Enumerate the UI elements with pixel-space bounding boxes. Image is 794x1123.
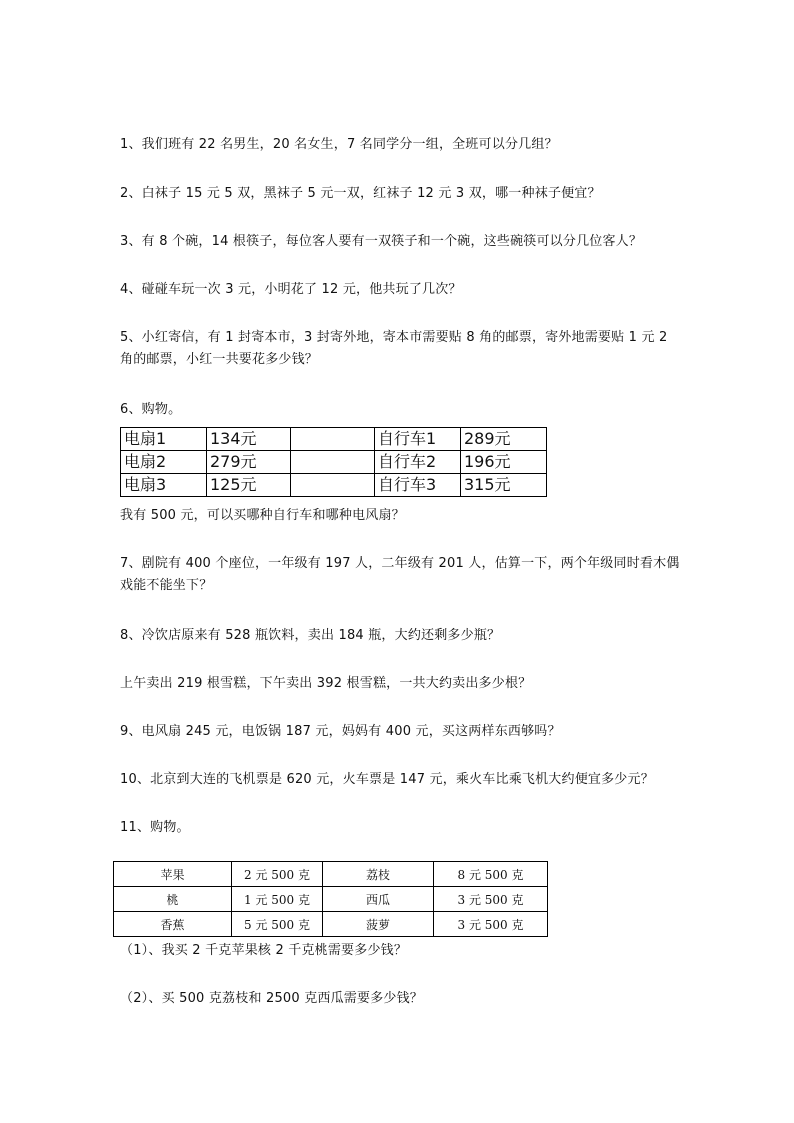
table-row [121, 451, 547, 474]
question-11: 11、购物。 [120, 820, 190, 835]
price-table-fans-bikes [120, 427, 547, 497]
table-cell: 315元 [461, 474, 547, 497]
question-8-sub: 上午卖出 219 根雪糕，下午卖出 392 根雪糕，一共大约卖出多少根？ [120, 676, 532, 691]
table-cell: 8 元 500 克 [434, 862, 548, 887]
question-6: 6、购物。 [120, 402, 182, 417]
question-9: 9、电风扇 245 元，电饭锅 187 元，妈妈有 400 元，买这两样东西够吗？ [120, 724, 561, 739]
question-11-2: （2）、买 500 克荔枝和 2500 克西瓜需要多少钱？ [120, 991, 423, 1006]
table-cell: 279元 [207, 451, 291, 474]
table-cell: 自行车1 [375, 428, 461, 451]
table-cell: 电扇3 [121, 474, 207, 497]
question-2: 2、白袜子 15 元 5 双，黑袜子 5 元一双，红袜子 12 元 3 双，哪一种袜子便宜？ [120, 186, 601, 201]
table-cell: 苹果 [114, 862, 232, 887]
question-8: 8、冷饮店原来有 528 瓶饮料，卖出 184 瓶，大约还剩多少瓶？ [120, 628, 501, 643]
table-row [114, 887, 548, 912]
table-row [121, 428, 547, 451]
table-cell: 3 元 500 克 [434, 912, 548, 937]
table-cell: 菠萝 [323, 912, 434, 937]
table-row [121, 474, 547, 497]
question-7: 7、剧院有 400 个座位，一年级有 197 人，二年级有 201 人，估算一下，两个年级同时看木偶戏能不能坐下？ [120, 556, 680, 593]
question-3: 3、有 8 个碗，14 根筷子，每位客人要有一双筷子和一个碗，这些碗筷可以分几位客人？ [120, 234, 643, 249]
table-cell: 2 元 500 克 [232, 862, 323, 887]
table-cell: 5 元 500 克 [232, 912, 323, 937]
table-cell: 荔枝 [323, 862, 434, 887]
question-11-1: （1）、我买 2 千克苹果核 2 千克桃需要多少钱？ [120, 943, 408, 958]
table-cell [291, 451, 375, 474]
question-4: 4、碰碰车玩一次 3 元，小明花了 12 元，他共玩了几次？ [120, 282, 462, 297]
price-table-fruits [113, 861, 548, 937]
table-cell [291, 428, 375, 451]
table-cell: 125元 [207, 474, 291, 497]
table-cell [291, 474, 375, 497]
table-cell: 香蕉 [114, 912, 232, 937]
table-cell: 自行车3 [375, 474, 461, 497]
question-6-sub: 我有 500 元，可以买哪种自行车和哪种电风扇？ [120, 508, 405, 523]
table-cell: 电扇1 [121, 428, 207, 451]
table-cell: 289元 [461, 428, 547, 451]
table-cell: 3 元 500 克 [434, 887, 548, 912]
table-cell: 西瓜 [323, 887, 434, 912]
table-cell: 自行车2 [375, 451, 461, 474]
question-5: 5、小红寄信，有 1 封寄本市，3 封寄外地，寄本市需要贴 8 角的邮票，寄外地需要贴 1 元 2 角的邮票，小红一共要花多少钱？ [120, 330, 668, 367]
table-row [114, 862, 548, 887]
table-cell: 桃 [114, 887, 232, 912]
table-cell: 电扇2 [121, 451, 207, 474]
table-cell: 1 元 500 克 [232, 887, 323, 912]
table-cell: 134元 [207, 428, 291, 451]
table-row [114, 912, 548, 937]
table-cell: 196元 [461, 451, 547, 474]
question-10: 10、北京到大连的飞机票是 620 元，火车票是 147 元，乘火车比乘飞机大约便宜多少元？ [120, 772, 654, 787]
question-1: 1、我们班有 22 名男生，20 名女生，7 名同学分一组，全班可以分几组？ [120, 137, 558, 152]
